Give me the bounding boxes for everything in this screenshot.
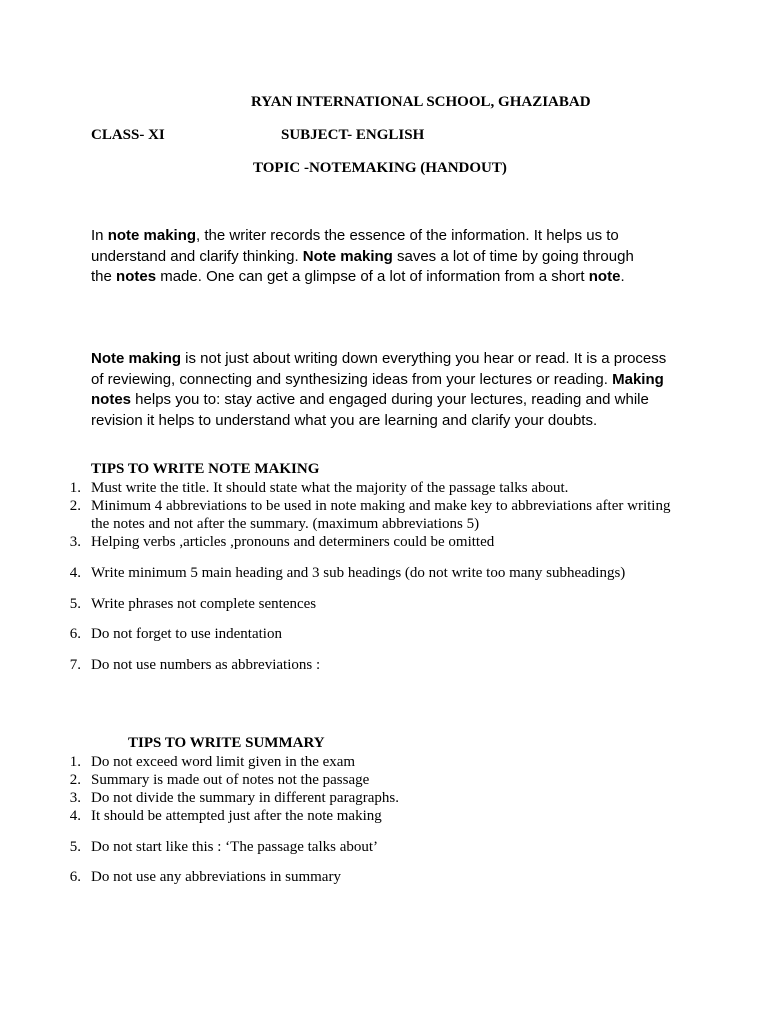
list-item: 6. Do not use any abbreviations in summary <box>69 869 341 885</box>
class-label: CLASS- XI <box>91 127 165 143</box>
list-item: 1. Must write the title. It should state what the majority of the passage talks about. <box>69 480 569 496</box>
list-item: 6. Do not forget to use indentation <box>69 626 282 642</box>
list-item: 3. Do not divide the summary in different paragraphs. <box>69 790 399 806</box>
list-item: 1. Do not exceed word limit given in the exam <box>69 754 356 770</box>
paragraph-line: Note making is not just about writing down everything you hear or read. It is a process <box>91 350 667 367</box>
school-name: RYAN INTERNATIONAL SCHOOL, GHAZIABAD <box>251 94 591 110</box>
note-making-tips-heading: TIPS TO WRITE NOTE MAKING <box>91 461 320 477</box>
paragraph-line: revision it helps to understand what you are learning and clarify your doubts. <box>91 411 598 429</box>
paragraph-line: notes helps you to: stay active and engaged during your lectures, reading and while <box>91 391 649 408</box>
intro-paragraph <box>91 226 691 288</box>
summary-tips-heading: TIPS TO WRITE SUMMARY <box>128 735 325 751</box>
list-item: 7. Do not use numbers as abbreviations : <box>69 657 321 673</box>
topic-title: TOPIC -NOTEMAKING (HANDOUT) <box>253 160 507 176</box>
list-item: 2. Minimum 4 abbreviations to be used in note making and make key to abbreviations after writing the notes and not after the summary. (maximum abbreviations 5) <box>69 498 671 532</box>
subject-label: SUBJECT- ENGLISH <box>281 127 425 143</box>
paragraph-line: In note making, the writer records the essence of the information. It helps us to <box>91 227 619 244</box>
list-item: 3. Helping verbs ,articles ,pronouns and determiners could be omitted <box>69 534 495 550</box>
paragraph-line: of reviewing, connecting and synthesizing ideas from your lectures or reading. Making <box>91 370 664 388</box>
list-item: 5. Write phrases not complete sentences <box>69 596 317 612</box>
note-making-paragraph <box>91 349 691 431</box>
paragraph-line: understand and clarify thinking. Note making saves a lot of time by going through <box>91 247 634 265</box>
list-item: 4. It should be attempted just after the note making <box>69 808 382 824</box>
list-item: 5. Do not start like this : ‘The passage talks about’ <box>69 839 379 855</box>
list-item: 2. Summary is made out of notes not the passage <box>69 772 370 788</box>
list-item: 4. Write minimum 5 main heading and 3 sub headings (do not write too many subheadings) <box>69 565 626 581</box>
paragraph-line: the notes made. One can get a glimpse of a lot of information from a short note. <box>91 268 625 285</box>
